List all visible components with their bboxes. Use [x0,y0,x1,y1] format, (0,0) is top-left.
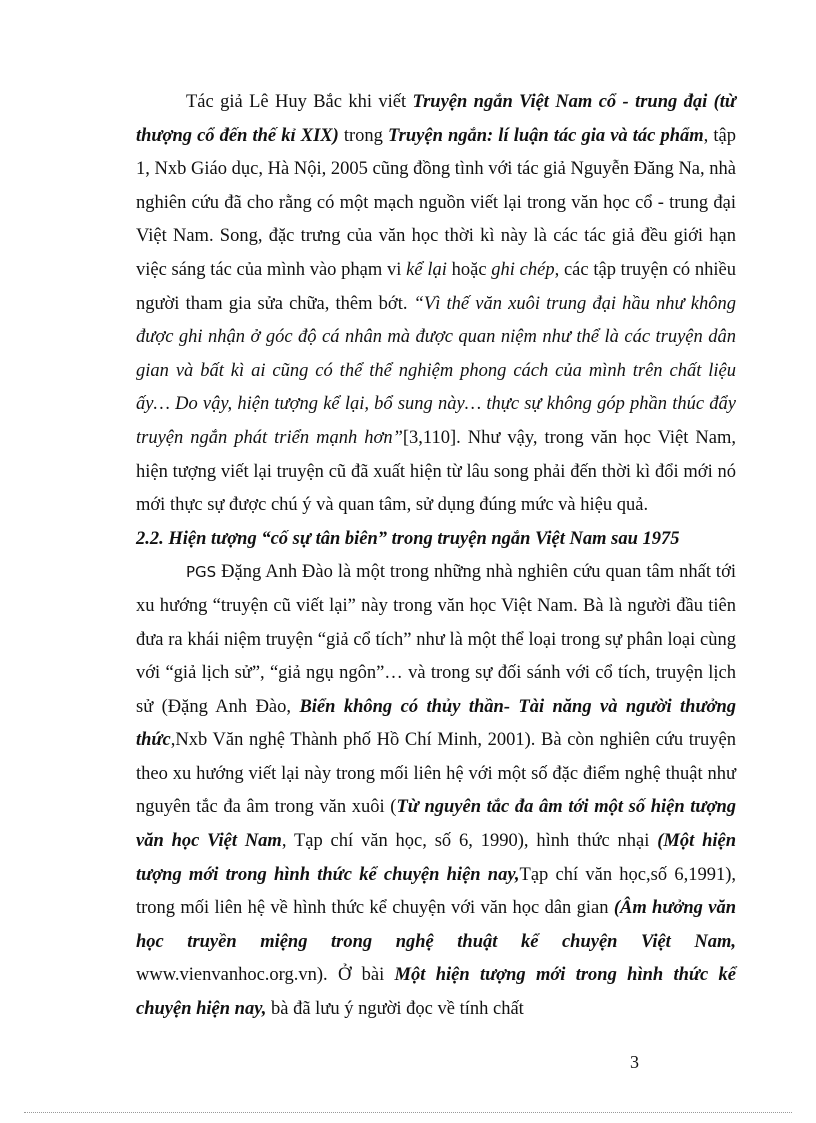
paragraph-1 [136,86,736,523]
quotation: “Vì thế văn xuôi trung đại hầu như không được ghi nhận ở góc độ cá nhân mà được quan niệm như thể là các truyện dân gian và bất kì ai cũng có thể thể nghiệm phong cách của mình trên chất liệu ấy… Do vậy, hiện tượng kể lại, bổ sung này… thực sự không góp phần thúc đẩy truyện ngắn phát triển mạnh hơn” [136,293,736,448]
section-heading: 2.2. Hiện tượng “cố sự tân biên” trong truyện ngắn Việt Nam sau 1975 [136,528,680,549]
article-title-2: (Một hiện tượng mới trong hình thức kể chuyện hiện nay, [136,831,737,885]
para2-text-4: Tạp chí văn học,số 6,1991), trong mối liên hệ về hình thức kể chuyện với văn học dân gian [136,864,736,919]
book-title-3: Biển không có thủy thần- Tài năng và người thưởng thức [136,696,736,751]
paragraph-2 [136,556,736,1026]
para1-text-2: trong [338,125,389,146]
italic-term-2: ghi chép [491,259,555,280]
article-title-4: Một hiện tượng mới trong hình thức kể chuyện hiện nay, [136,965,736,1020]
para1-text-3: , tập 1, Nxb Giáo dục, Hà Nội, 2005 cũng đồng tình với tác giả Nguyễn Đăng Na, nhà nghiên cứu đã cho rằng có một mạch nguồn viết lại trong văn học cổ - trung đại Việt Nam. Song, đặc trưng của văn học thời kì này là các tác giả đều giới hạn việc sáng tác của mình vào phạm vi [136,125,736,280]
article-title-1: Từ nguyên tắc đa âm tới một số hiện tượng văn học Việt Nam [136,797,736,852]
pgs-abbrev: PGS [186,563,217,582]
page-number: 3 [630,1052,639,1072]
para2-text-2: ,Nxb Văn nghệ Thành phố Hồ Chí Minh, 2001). Bà còn nghiên cứu truyện theo xu hướng viết lại này trong mối liên hệ với một số đặc điểm nghệ thuật như nguyên tắc đa âm trong văn xuôi ( [136,730,736,818]
para1-text-6: [3,110]. Như vậy, trong văn học Việt Nam, hiện tượng viết lại truyện cũ đã xuất hiện từ lâu song phải đến thời kì đổi mới nó mới thực sự được chú ý và quan tâm, sử dụng đúng mức và hiệu quả. [136,427,736,516]
para2-text-3: , Tạp chí văn học, số 6, 1990), hình thức nhại [281,831,658,852]
document-body [136,86,736,1027]
book-title-2: Truyện ngắn: lí luận tác gia và tác phẩm [388,125,704,146]
para2-text-6: bà đã lưu ý người đọc về tính chất [266,999,524,1020]
para2-text-1: Đặng Anh Đào là một trong những nhà nghiên cứu quan tâm nhất tới xu hướng “truyện cũ viết lại” này trong văn học Việt Nam. Bà là người đầu tiên đưa ra khái niệm truyện “giả cổ tích” như là một thể loại trong sự phân loại cùng với “giả lịch sử”, “giả ngụ ngôn”… và trong sự đối sánh với cổ tích, truyện lịch sử (Đặng Anh Đào, [136,562,736,717]
book-title-1: Truyện ngắn Việt Nam cổ - trung đại (từ thượng cổ đến thế kỉ XIX) [136,92,737,146]
footer-divider [24,1112,792,1113]
para1-text-4: hoặc [446,259,492,280]
para1-text-5: , các tập truyện có nhiều người tham gia sửa chữa, thêm bớt. [136,259,736,314]
para1-text-1: Tác giả Lê Huy Bắc khi viết [186,92,413,112]
article-title-3: (Âm hưởng văn học truyền miệng trong nghệ thuật kể chuyện Việt Nam, [136,898,736,952]
italic-term-1: kể lại [406,259,447,280]
para2-text-5: www.vienvanhoc.org.vn). Ở bài [136,965,395,986]
